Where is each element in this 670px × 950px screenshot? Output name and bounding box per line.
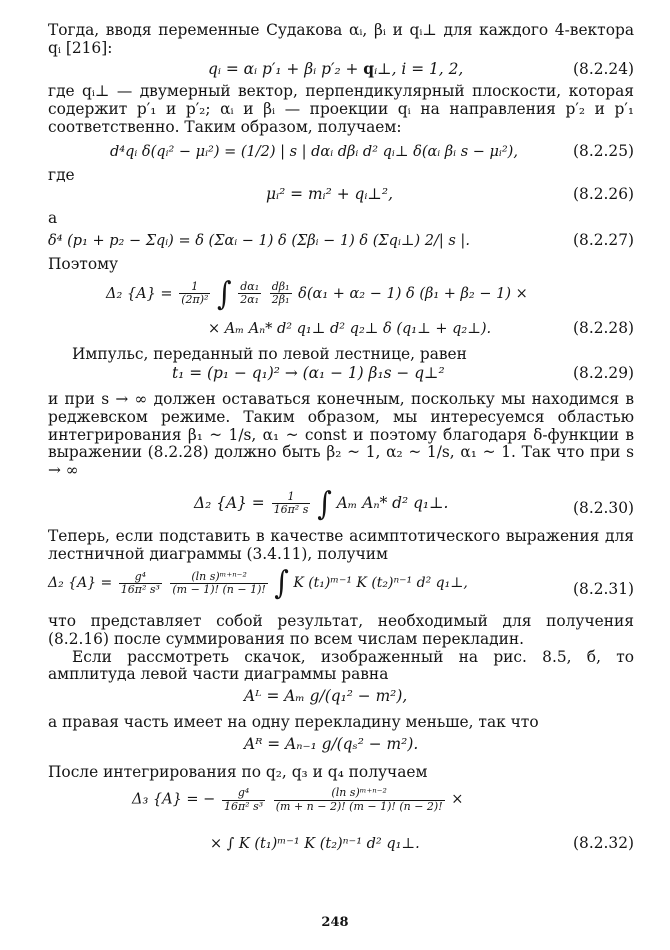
equation-number: (8.2.32) bbox=[573, 834, 634, 853]
integral-sign: ∫ bbox=[274, 563, 289, 602]
paragraph-result: что представляет собой результат, необходимый для получения (8.2.16) после суммирования по всем числам перекладин. bbox=[48, 612, 634, 648]
paragraph-substitute: Теперь, если подставить в качестве асимптотического выражения для лестничной диаграммы (3.4.11), получим bbox=[48, 526, 634, 563]
page-number: 248 bbox=[321, 915, 349, 930]
paragraph-therefore: Поэтому bbox=[48, 254, 119, 273]
paragraph-sudakov-intro: Тогда, вводя переменные Судакова αᵢ, βᵢ и qᵢ⊥ для каждого 4-вектора qᵢ [216]: bbox=[48, 21, 634, 57]
fraction: $\frac{1}{\text{16π² s}}$ bbox=[273, 490, 309, 517]
equation-8-2-32-line1: Δ₃ {A} = − $\frac{\text{g⁴}}{\text{16π² s³}}$ $\frac{\text{(ln s)ᵐ⁺ⁿ⁻²}}{(m + n - 2)! (m - 1)! (n - 2)!}$ × bbox=[132, 786, 464, 813]
equation-amplitude-right: Aᴿ = Aₙ₋₁ g/(qₛ² − m²). bbox=[244, 734, 419, 753]
equation-8-2-24: qᵢ = αᵢ p′₁ + βᵢ p′₂ + qᵢ⊥, i = 1, 2, (8.2.24) bbox=[208, 60, 634, 79]
fraction: $\frac{1}{\text{(2π)²}}$ bbox=[181, 280, 209, 307]
paragraph-regge: и при s → ∞ должен оставаться конечным, поскольку мы находимся в реджевском режиме. Таким образом, мы интересуемся областью интегрирования β₁ ~ 1/s, α₁ ~ const и поэтому благодаря δ-функции в выражении (8.2.28) должно быть β₂ ~ 1, α₂ ~ 1/s, α₁ ~ 1. Так что при s → ∞ bbox=[48, 390, 634, 480]
equation-number: (8.2.30) bbox=[573, 498, 634, 517]
paragraph-right-part: а правая часть имеет на одну перекладину меньше, так что bbox=[48, 713, 539, 732]
fraction: $\frac{\text{dα₁}}{\text{2α₁}}$ bbox=[240, 280, 260, 307]
paragraph-and: а bbox=[48, 209, 58, 228]
integral-sign: ∫ bbox=[217, 274, 232, 313]
fraction: $\frac{\text{dβ₁}}{\text{2β₁}}$ bbox=[271, 280, 290, 307]
paragraph-momentum: Импульс, переданный по левой лестнице, равен bbox=[72, 344, 467, 363]
equation-8-2-30: Δ₂ {A} = $\frac{1}{\text{16π² s}}$ ∫ Aₘ Aₙ* d² q₁⊥. (8.2.30) bbox=[194, 484, 634, 523]
equation-number: (8.2.24) bbox=[573, 60, 634, 79]
paragraph-after-integration: После интегрирования по q₂, q₃ и q₄ получаем bbox=[48, 762, 428, 781]
equation-number: (8.2.31) bbox=[573, 580, 634, 599]
paragraph-definition: где qᵢ⊥ — двумерный вектор, перпендикулярный плоскости, которая содержит p′₁ и p′₂; αᵢ и βᵢ — проекции qᵢ на направления p′₂ и p′₁ соответственно. Таким образом, получаем: bbox=[48, 82, 634, 136]
equation-8-2-29: t₁ = (p₁ − q₁)² → (α₁ − 1) β₁s − q⊥² (8.2.29) bbox=[172, 364, 634, 383]
equation-8-2-25: d⁴qᵢ δ(qᵢ² − μᵢ²) = (1/2) | s | dαᵢ dβᵢ d² qᵢ⊥ δ(αᵢ βᵢ s − μᵢ²), (8.2.25) bbox=[110, 141, 634, 160]
equation-number: (8.2.26) bbox=[573, 185, 634, 204]
equation-8-2-32-line2: × ∫ K (t₁)ᵐ⁻¹ K (t₂)ⁿ⁻¹ d² q₁⊥. (8.2.32) bbox=[210, 834, 634, 853]
paragraph-where: где bbox=[48, 165, 75, 184]
equation-8-2-31: Δ₂ {A} = $\frac{\text{g⁴}}{\text{16π² s³}}$ $\frac{\text{(ln s)ᵐ⁺ⁿ⁻²}}{(m - 1)! (n - 1)!}$ ∫ K (t₁)ᵐ⁻¹ K (t₂)ⁿ⁻¹ d² q₁⊥, (8.2.31) bbox=[48, 563, 634, 602]
equation-8-2-28-line2: × Aₘ Aₙ* d² q₁⊥ d² q₂⊥ δ (q₁⊥ + q₂⊥). (8.2.28) bbox=[208, 318, 634, 337]
fraction: $\frac{\text{(ln s)ᵐ⁺ⁿ⁻²}}{(m + n - 2)! (m - 1)! (n - 2)!}$ bbox=[275, 786, 443, 813]
equation-number: (8.2.27) bbox=[573, 230, 634, 249]
equation-number: (8.2.29) bbox=[573, 364, 634, 383]
fraction: $\frac{\text{(ln s)ᵐ⁺ⁿ⁻²}}{(m - 1)! (n - 1)!}$ bbox=[172, 569, 266, 596]
fraction: $\frac{\text{g⁴}}{\text{16π² s³}}$ bbox=[120, 569, 160, 596]
equation-8-2-26: μᵢ² = mᵢ² + qᵢ⊥², (8.2.26) bbox=[266, 185, 634, 204]
fraction: $\frac{\text{g⁴}}{\text{16π² s³}}$ bbox=[223, 786, 264, 813]
equation-number: (8.2.25) bbox=[573, 141, 634, 160]
equation-amplitude-left: Aᴸ = Aₘ g/(q₁² − m²), bbox=[244, 687, 408, 706]
integral-sign: ∫ bbox=[317, 484, 332, 523]
equation-8-2-27: δ⁴ (p₁ + p₂ − Σqᵢ) = δ (Σαᵢ − 1) δ (Σβᵢ − 1) δ (Σqᵢ⊥) 2/| s |. (8.2.27) bbox=[48, 230, 634, 249]
equation-8-2-28-line1: Δ₂ {A} = $\frac{1}{\text{(2π)²}}$ ∫ $\frac{\text{dα₁}}{\text{2α₁}}$ $\frac{\text{dβ₁}}{\text{2β₁}}$ δ(α₁ + α₂ − 1) δ (β₁ + β₂ − 1) × bbox=[106, 274, 528, 313]
paragraph-jump: Если рассмотреть скачок, изображенный на рис. 8.5, б, то амплитуда левой части диаграммы равна bbox=[48, 647, 634, 684]
equation-number: (8.2.28) bbox=[573, 318, 634, 337]
